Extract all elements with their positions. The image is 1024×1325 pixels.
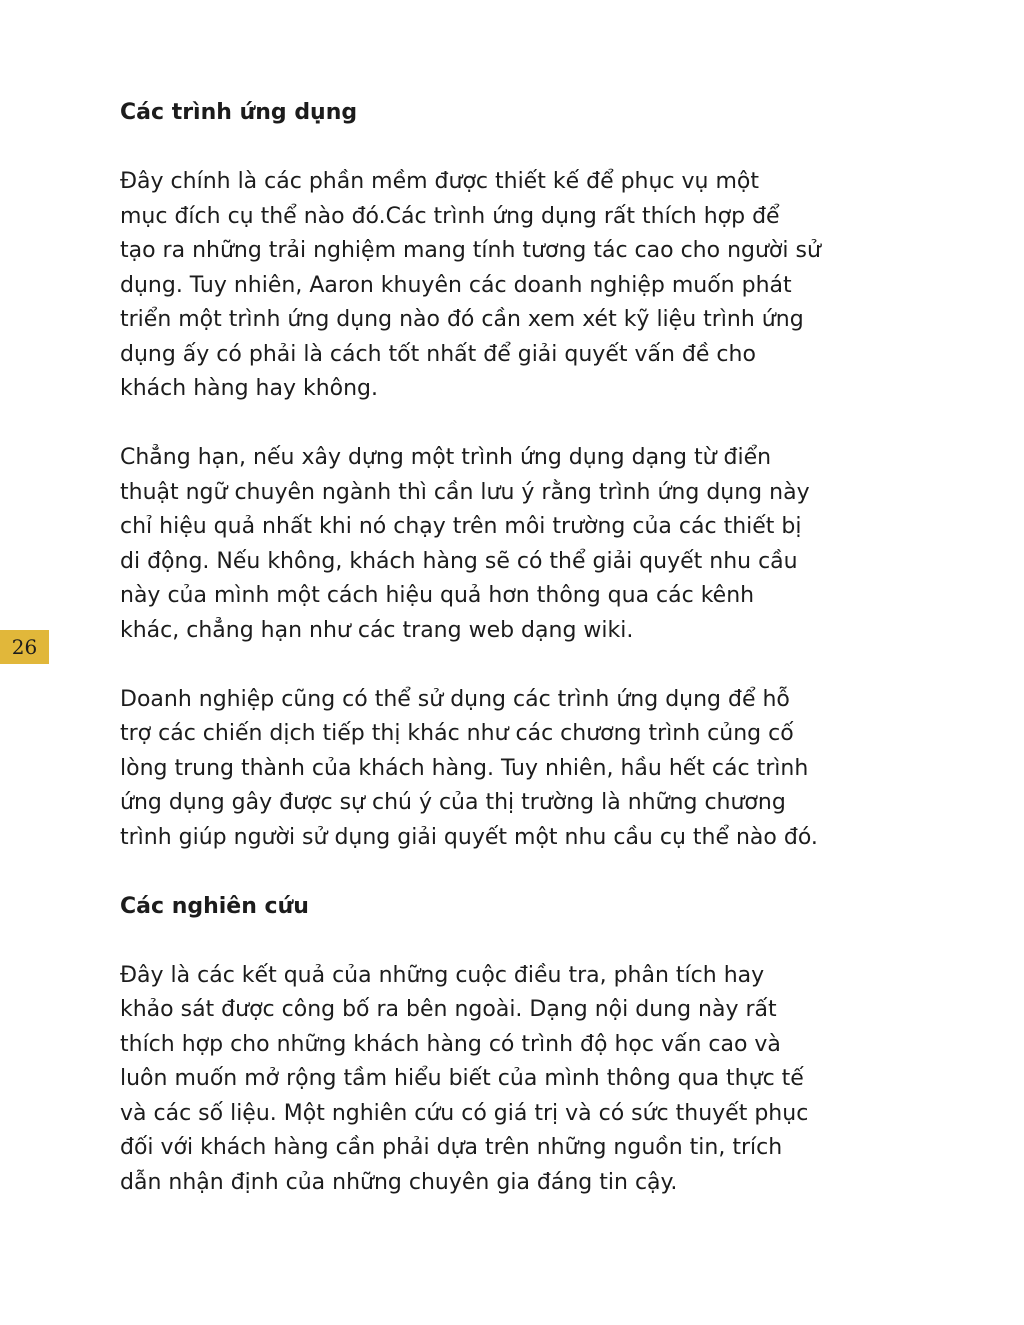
- text-line: dụng. Tuy nhiên, Aaron khuyên các doanh nghiệp muốn phát: [120, 272, 792, 298]
- text-line: Doanh nghiệp cũng có thể sử dụng các trình ứng dụng để hỗ: [120, 686, 790, 712]
- paragraph: [120, 441, 910, 648]
- section-heading-applications: Các trình ứng dụng: [120, 100, 358, 125]
- text-line: Đây chính là các phần mềm được thiết kế để phục vụ một: [120, 169, 760, 194]
- text-line: trình giúp người sử dụng giải quyết một nhu cầu cụ thể nào đó.: [120, 824, 818, 850]
- text-line: ứng dụng gây được sự chú ý của thị trường là những chương: [120, 790, 786, 815]
- text-line: dụng ấy có phải là cách tốt nhất để giải quyết vấn đề cho: [120, 341, 756, 367]
- text-line: luôn muốn mở rộng tầm hiểu biết của mình thông qua thực tế: [120, 1066, 804, 1091]
- text-line: mục đích cụ thể nào đó.Các trình ứng dụng rất thích hợp để: [120, 203, 780, 229]
- text-line: chỉ hiệu quả nhất khi nó chạy trên môi trường của các thiết bị: [120, 514, 802, 539]
- text-line: khác, chẳng hạn như các trang web dạng wiki.: [120, 617, 634, 643]
- text-line: Chẳng hạn, nếu xây dựng một trình ứng dụng dạng từ điển: [120, 445, 772, 470]
- text-line: khảo sát được công bố ra bên ngoài. Dạng nội dung này rất: [120, 997, 777, 1022]
- text-line: lòng trung thành của khách hàng. Tuy nhiên, hầu hết các trình: [120, 755, 809, 781]
- text-line: này của mình một cách hiệu quả hơn thông qua các kênh: [120, 583, 755, 608]
- text-line: thuật ngữ chuyên ngành thì cần lưu ý rằng trình ứng dụng này: [120, 479, 810, 505]
- text-line: đối với khách hàng cần phải dựa trên những nguồn tin, trích: [120, 1135, 783, 1160]
- section-heading-research: Các nghiên cứu: [120, 893, 309, 919]
- page-number: 26: [0, 630, 49, 664]
- text-line: và các số liệu. Một nghiên cứu có giá trị và có sức thuyết phục: [120, 1100, 809, 1126]
- text-line: thích hợp cho những khách hàng có trình độ học vấn cao và: [120, 1031, 781, 1057]
- paragraph: [120, 959, 910, 1201]
- text-line: khách hàng hay không.: [120, 376, 379, 401]
- page-body: [120, 96, 910, 1200]
- text-line: dẫn nhận định của những chuyên gia đáng tin cậy.: [120, 1169, 678, 1195]
- paragraph: [120, 165, 910, 407]
- text-line: Đây là các kết quả của những cuộc điều tra, phân tích hay: [120, 962, 765, 988]
- text-line: tạo ra những trải nghiệm mang tính tương tác cao cho người sử: [120, 238, 821, 263]
- paragraph: [120, 683, 910, 856]
- text-line: trợ các chiến dịch tiếp thị khác như các chương trình củng cố: [120, 721, 794, 746]
- text-line: di động. Nếu không, khách hàng sẽ có thể giải quyết nhu cầu: [120, 548, 798, 574]
- text-line: triển một trình ứng dụng nào đó cần xem xét kỹ liệu trình ứng: [120, 307, 804, 332]
